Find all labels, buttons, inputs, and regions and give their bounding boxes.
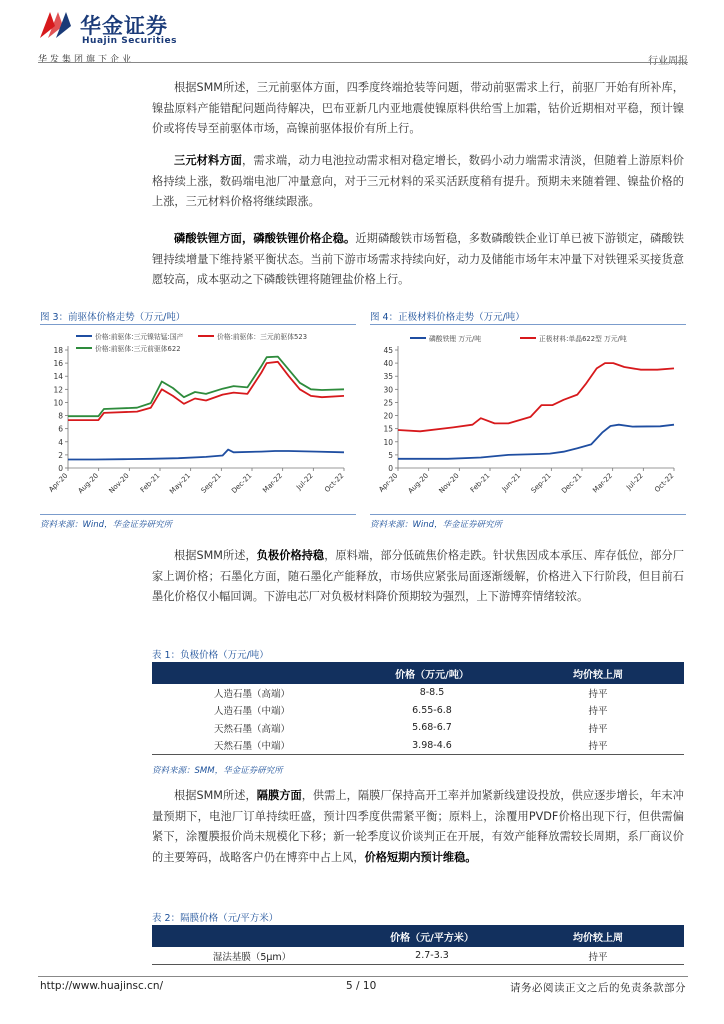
x-tick-label: Nov-20 xyxy=(107,471,131,496)
y-tick-label: 30 xyxy=(383,385,393,395)
table-cell: 持平 xyxy=(512,947,684,965)
y-tick-label: 15 xyxy=(383,424,393,434)
x-tick-label: May-21 xyxy=(168,471,193,496)
table-row xyxy=(152,737,684,755)
table-row xyxy=(152,947,684,965)
legend-label: 价格:前驱体:三元前驱体622 xyxy=(95,345,181,353)
table-cell: 持平 xyxy=(588,688,608,700)
figure-4-chart xyxy=(370,326,686,512)
x-tick-label: Apr-20 xyxy=(377,471,400,494)
y-tick-label: 18 xyxy=(53,346,63,355)
y-tick-label: 16 xyxy=(53,359,63,369)
paragraph-anode xyxy=(152,546,684,608)
x-tick-label: Jun-21 xyxy=(500,471,523,494)
table-header-row xyxy=(152,925,684,947)
x-tick-label: Feb-21 xyxy=(468,471,492,495)
table-cell: 天然石墨（中端） xyxy=(152,737,352,755)
series-line xyxy=(68,357,344,417)
series-line xyxy=(68,362,344,420)
x-tick-label: Jul-22 xyxy=(625,471,645,492)
y-tick-label: 4 xyxy=(58,437,63,447)
document-type: 行业周报 xyxy=(648,56,688,67)
anode-price-table xyxy=(152,662,684,755)
table-1-source: 资料来源：SMM，华金证券研究所 xyxy=(152,766,283,776)
y-tick-label: 0 xyxy=(388,464,393,473)
table-row xyxy=(152,702,684,720)
brand-name-en: Huajin Securities xyxy=(82,36,177,46)
page-header xyxy=(38,8,688,68)
y-tick-label: 6 xyxy=(58,424,63,434)
paragraph-lfp xyxy=(152,229,684,291)
huajin-logo-icon xyxy=(38,8,72,42)
table-cell: 5.68-6.7 xyxy=(412,722,452,734)
brand-name-cn: 华金证券 xyxy=(80,14,168,38)
paragraph-ternary-lead: 三元材料方面 xyxy=(174,154,243,167)
table-header-cell xyxy=(152,662,352,684)
table-cell: 人造石墨（高端） xyxy=(213,688,290,700)
paragraph-separator xyxy=(152,786,684,868)
figure-3-top-rule xyxy=(40,324,356,325)
x-tick-label: Mar-22 xyxy=(591,471,615,495)
figure-4-bottom-rule xyxy=(370,514,686,515)
legend-label: 正极材料:单晶622型 万元/吨 xyxy=(539,335,627,343)
y-tick-label: 45 xyxy=(383,346,393,355)
paragraph-lfp-body: 近期磷酸铁市场暂稳，多数磷酸铁企业订单已被下游锁定，磷酸铁锂持续增量下维持紧平衡状态。当前下游市场需求持续向好，动力及储能市场年末冲量下对铁锂采买接货意愿较高，成本驱动之下磷酸铁锂将随锂盐价格上行。 xyxy=(152,232,684,286)
paragraph-separator-lead: 隔膜方面 xyxy=(256,789,302,802)
y-tick-label: 2 xyxy=(58,450,63,460)
table-cell: 3.98-4.6 xyxy=(352,737,512,755)
table-cell: 8-8.5 xyxy=(419,687,445,699)
paragraph-anode-intro: 根据SMM所述， xyxy=(174,549,257,562)
x-tick-label: Jul-22 xyxy=(295,471,315,492)
table-2-title: 表 2：隔膜价格（元/平方米） xyxy=(152,913,279,924)
figure-4-title: 图 4：正极材料价格走势（万元/吨） xyxy=(370,312,525,323)
table-header-cell: 均价较上周 xyxy=(512,662,684,684)
table-header-cell xyxy=(152,925,352,947)
header-divider xyxy=(38,62,688,63)
table-cell: 人造石墨（中端） xyxy=(213,706,290,718)
paragraph-separator-body: ，供需上，隔膜厂保持高开工率并加紧新线建设投放，供应逐步增长，年末冲量预期下，电池厂订单持续旺盛，预计四季度供需紧平衡；原料上，涂覆用PVDF价格出现下行，但供需偏紧下，涂覆膜报价尚未规模化下移；新一轮季度议价谈判正在开展，有效产能释放需较长周期，系厂商议价的主要筹码，战略客户仍在博弈中占上风， xyxy=(152,789,684,864)
table-header-cell: 均价较上周 xyxy=(512,925,684,947)
y-tick-label: 14 xyxy=(53,372,63,382)
paragraph-lfp-lead: 磷酸铁锂方面，磷酸铁锂价格企稳。 xyxy=(174,232,356,245)
x-tick-label: Mar-22 xyxy=(261,471,285,495)
figure-4-top-rule xyxy=(370,324,686,325)
figure-4-source: 资料来源：Wind，华金证券研究所 xyxy=(370,520,503,530)
table-header-cell: 价格（万元/吨） xyxy=(352,662,512,684)
x-tick-label: Oct-22 xyxy=(323,471,346,495)
figure-3-chart xyxy=(40,326,356,512)
x-tick-label: Oct-22 xyxy=(653,471,676,495)
y-tick-label: 10 xyxy=(383,437,393,447)
series-line xyxy=(398,363,674,431)
paragraph-anode-body: ，原料端，部分低硫焦价格走跌。针状焦因成本承压、库存低位，部分厂家上调价格；石墨化方面，随石墨化产能释放，市场供应紧张局面逐渐缓解，价格进入下行阶段，但目前石墨化价格仅小幅回调。下游电芯厂对负极材料降价预期较为强烈，上下游博弈情绪较浓。 xyxy=(152,549,684,603)
table-cell: 2.7-3.3 xyxy=(352,947,512,965)
footer-divider xyxy=(38,976,688,977)
precursor-price-chart xyxy=(40,326,356,512)
table-header-row xyxy=(152,662,684,684)
y-tick-label: 0 xyxy=(58,464,63,473)
x-tick-label: Apr-20 xyxy=(47,471,70,494)
legend-label: 磷酸铁锂 万元/吨 xyxy=(429,335,482,343)
table-cell: 6.55-6.8 xyxy=(412,704,452,716)
paragraph-anode-lead: 负极价格持稳 xyxy=(256,549,325,562)
separator-price-table xyxy=(152,925,684,965)
paragraph-ternary-body: ，需求端，动力电池拉动需求相对稳定增长，数码小动力端需求清淡，但随着上游原料价格持续上涨，数码端电池厂冲量意向，对于三元材料的采买活跃度稍有提升。预期未来随着锂、镍盐价格的上涨，三元材料价格将继续跟涨。 xyxy=(152,154,684,208)
y-tick-label: 12 xyxy=(53,385,63,395)
table-cell: 持平 xyxy=(588,723,608,735)
x-tick-label: Dec-21 xyxy=(560,471,584,496)
table-cell: 湿法基膜（5μm） xyxy=(152,947,352,965)
paragraph-ternary xyxy=(152,151,684,213)
x-tick-label: Sep-21 xyxy=(199,471,223,495)
footer-disclaimer: 请务必阅读正文之后的免责条款部分 xyxy=(510,982,686,994)
x-tick-label: Aug-20 xyxy=(406,471,431,496)
x-tick-label: Sep-21 xyxy=(529,471,553,495)
y-tick-label: 25 xyxy=(383,398,393,408)
page-number: 5 / 10 xyxy=(346,980,377,992)
paragraph-separator-conclusion: 价格短期内预计维稳。 xyxy=(364,850,477,864)
y-tick-label: 20 xyxy=(383,411,393,421)
y-tick-label: 40 xyxy=(383,359,393,369)
y-tick-label: 10 xyxy=(53,398,63,408)
legend-label: 价格:前驱体：三元前驱体523 xyxy=(217,333,308,341)
figure-3-source: 资料来源：Wind，华金证券研究所 xyxy=(40,520,173,530)
y-tick-label: 35 xyxy=(383,372,393,382)
x-tick-label: Aug-20 xyxy=(76,471,101,496)
figure-3-bottom-rule xyxy=(40,514,356,515)
table-row xyxy=(152,719,684,737)
figure-3-title: 图 3：前驱体价格走势（万元/吨） xyxy=(40,312,186,323)
cathode-price-chart xyxy=(370,326,686,512)
table-header-cell: 价格（元/平方米） xyxy=(352,925,512,947)
table-cell: 持平 xyxy=(512,737,684,755)
table-cell: 持平 xyxy=(588,706,608,718)
brand-subtitle: 华发集团旗下企业 xyxy=(38,55,135,65)
table-row xyxy=(152,684,684,702)
footer-url[interactable]: http://www.huajinsc.cn/ xyxy=(40,980,164,992)
paragraph-precursor: 根据SMM所述，三元前驱体方面，四季度终端抢装等问题，带动前驱需求上行，前驱厂开始有所补库，镍盐原料产能错配问题尚待解决，巴布亚新几内亚地震使镍原料供给雪上加霜，钴价近期相对平稳，预计镍价或将传导至前驱体市场，高镍前驱体报价有所上行。 xyxy=(152,81,684,135)
table-1-title: 表 1：负极价格（万元/吨） xyxy=(152,650,269,661)
x-tick-label: Nov-20 xyxy=(437,471,461,496)
series-line xyxy=(68,450,344,460)
paragraph-separator-intro: 根据SMM所述， xyxy=(174,789,257,802)
x-tick-label: Feb-21 xyxy=(138,471,162,495)
table-cell: 天然石墨（高端） xyxy=(213,723,290,735)
y-tick-label: 8 xyxy=(58,411,63,421)
legend-label: 价格:前驱体:三元镍钴锰:国产 xyxy=(95,333,184,341)
x-tick-label: Dec-21 xyxy=(230,471,254,496)
y-tick-label: 5 xyxy=(388,450,393,460)
